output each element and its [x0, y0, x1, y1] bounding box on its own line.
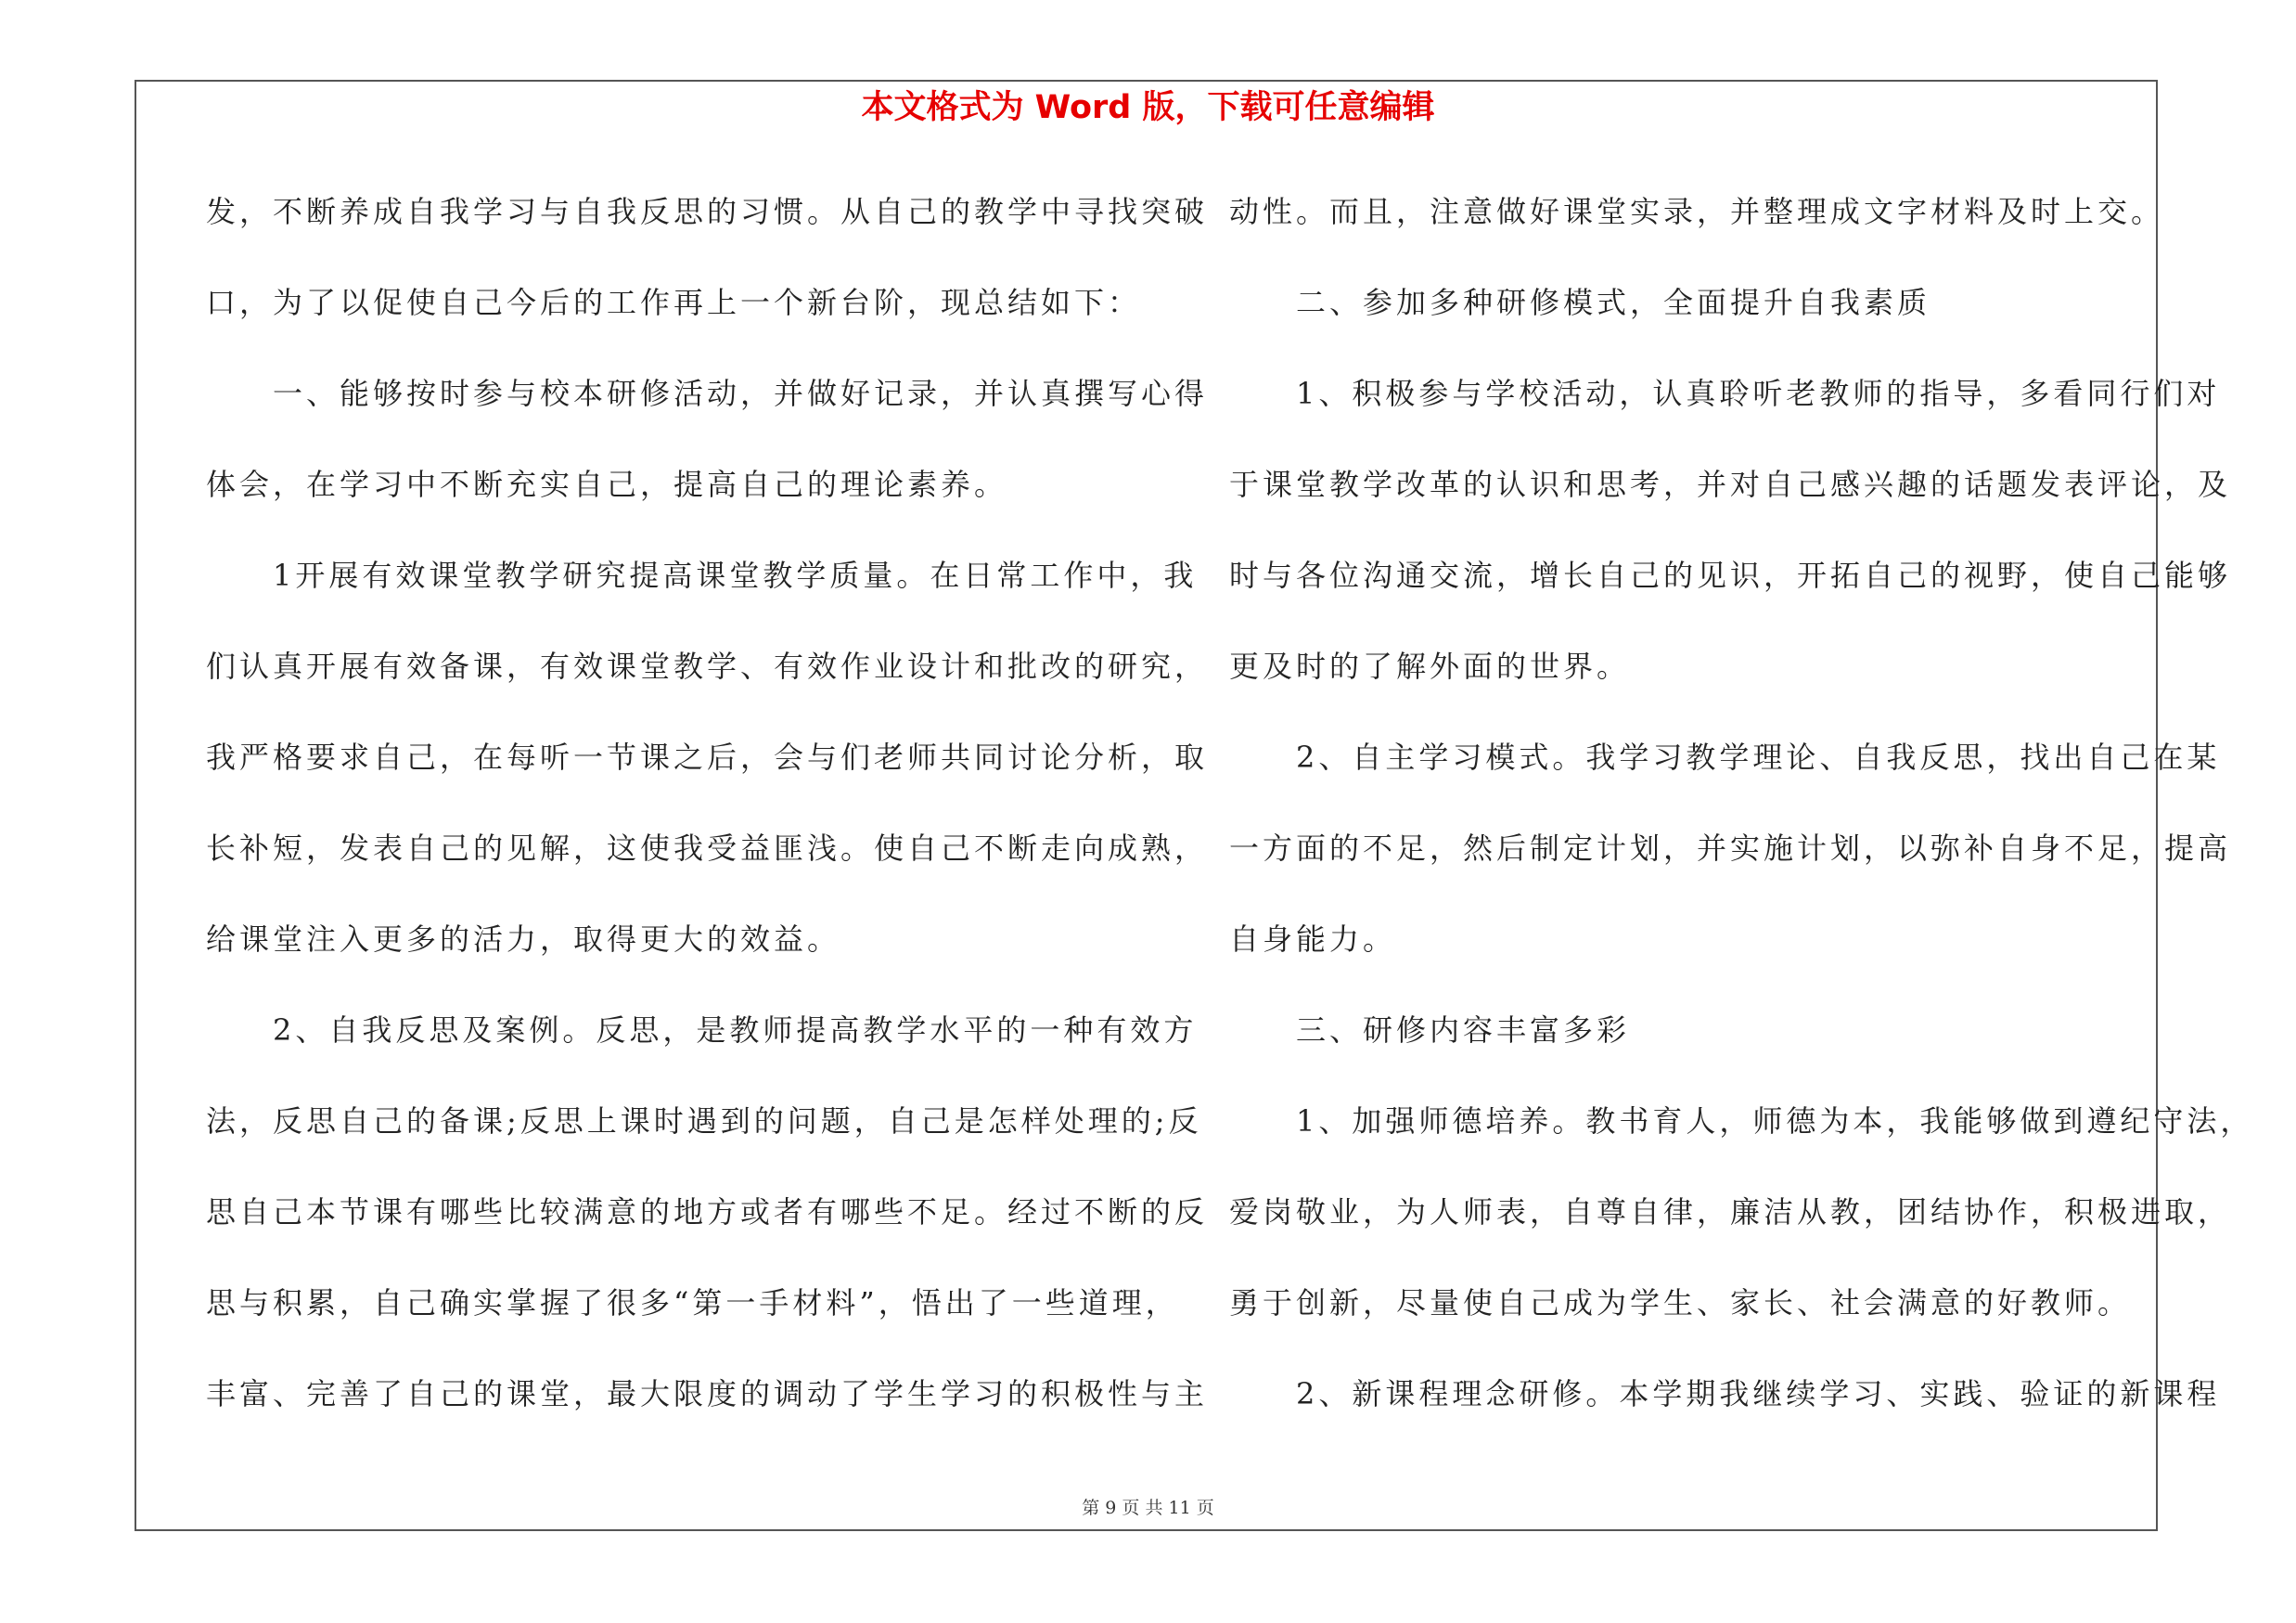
text-line: 1、加强师德培养。教书育人，师德为本，我能够做到遵纪守法，: [1229, 1103, 2254, 1139]
right-text-column: [1229, 184, 2254, 1457]
text-line: 给课堂注入更多的活力，取得更大的效益。: [206, 921, 841, 957]
text-line: 体会，在学习中不断充实自己，提高自己的理论素养。: [206, 467, 1008, 502]
text-line: 一方面的不足，然后制定计划，并实施计划，以弥补自身不足，提高: [1229, 831, 2232, 866]
text-line: 一、能够按时参与校本研修活动，并做好记录，并认真撰写心得: [206, 376, 1209, 411]
text-line: 1、积极参与学校活动，认真聆听老教师的指导，多看同行们对: [1229, 376, 2221, 411]
text-line: 丰富、完善了自己的课堂，最大限度的调动了学生学习的积极性与主: [206, 1376, 1209, 1411]
text-line: 更及时的了解外面的世界。: [1229, 649, 1631, 684]
text-line: 我严格要求自己，在每听一节课之后，会与们老师共同讨论分析，取: [206, 740, 1209, 775]
text-line: 长补短，发表自己的见解，这使我受益匪浅。使自己不断走向成熟，: [206, 831, 1209, 866]
text-line: 法，反思自己的备课;反思上课时遇到的问题，自己是怎样处理的;反: [206, 1103, 1202, 1139]
page-number-footer: 第 9 页 共 11 页: [1082, 1498, 1214, 1518]
text-line: 动性。而且，注意做好课堂实录，并整理成文字材料及时上交。: [1229, 194, 2165, 229]
text-line: 2、新课程理念研修。本学期我继续学习、实践、验证的新课程: [1229, 1376, 2221, 1411]
text-line: 爱岗敬业，为人师表，自尊自律，廉洁从教，团结协作，积极进取，: [1229, 1194, 2232, 1230]
text-line: 思自己本节课有哪些比较满意的地方或者有哪些不足。经过不断的反: [206, 1194, 1209, 1230]
format-banner: 本文格式为 Word 版，下载可任意编辑: [861, 89, 1435, 126]
text-line: 2、自主学习模式。我学习教学理论、自我反思，找出自己在某: [1229, 740, 2221, 775]
text-line: 三、研修内容丰富多彩: [1229, 1012, 1631, 1048]
text-line: 思与积累，自己确实掌握了很多“第一手材料”，悟出了一些道理，: [206, 1285, 1179, 1320]
text-line: 于课堂教学改革的认识和思考，并对自己感兴趣的话题发表评论，及: [1229, 467, 2232, 502]
text-line: 二、参加多种研修模式，全面提升自我素质: [1229, 285, 1931, 320]
text-line: 自身能力。: [1229, 921, 1397, 957]
text-line: 勇于创新，尽量使自己成为学生、家长、社会满意的好教师。: [1229, 1285, 2132, 1320]
text-line: 们认真开展有效备课，有效课堂教学、有效作业设计和批改的研究，: [206, 649, 1209, 684]
text-line: 2、自我反思及案例。反思，是教师提高教学水平的一种有效方: [206, 1012, 1198, 1048]
text-line: 1开展有效课堂教学研究提高课堂教学质量。在日常工作中，我: [206, 558, 1198, 593]
text-line: 口，为了以促使自己今后的工作再上一个新台阶，现总结如下：: [206, 285, 1142, 320]
text-line: 发，不断养成自我学习与自我反思的习惯。从自己的教学中寻找突破: [206, 194, 1209, 229]
left-text-column: [206, 184, 1209, 1457]
text-line: 时与各位沟通交流，增长自己的见识，开拓自己的视野，使自己能够: [1229, 558, 2232, 593]
